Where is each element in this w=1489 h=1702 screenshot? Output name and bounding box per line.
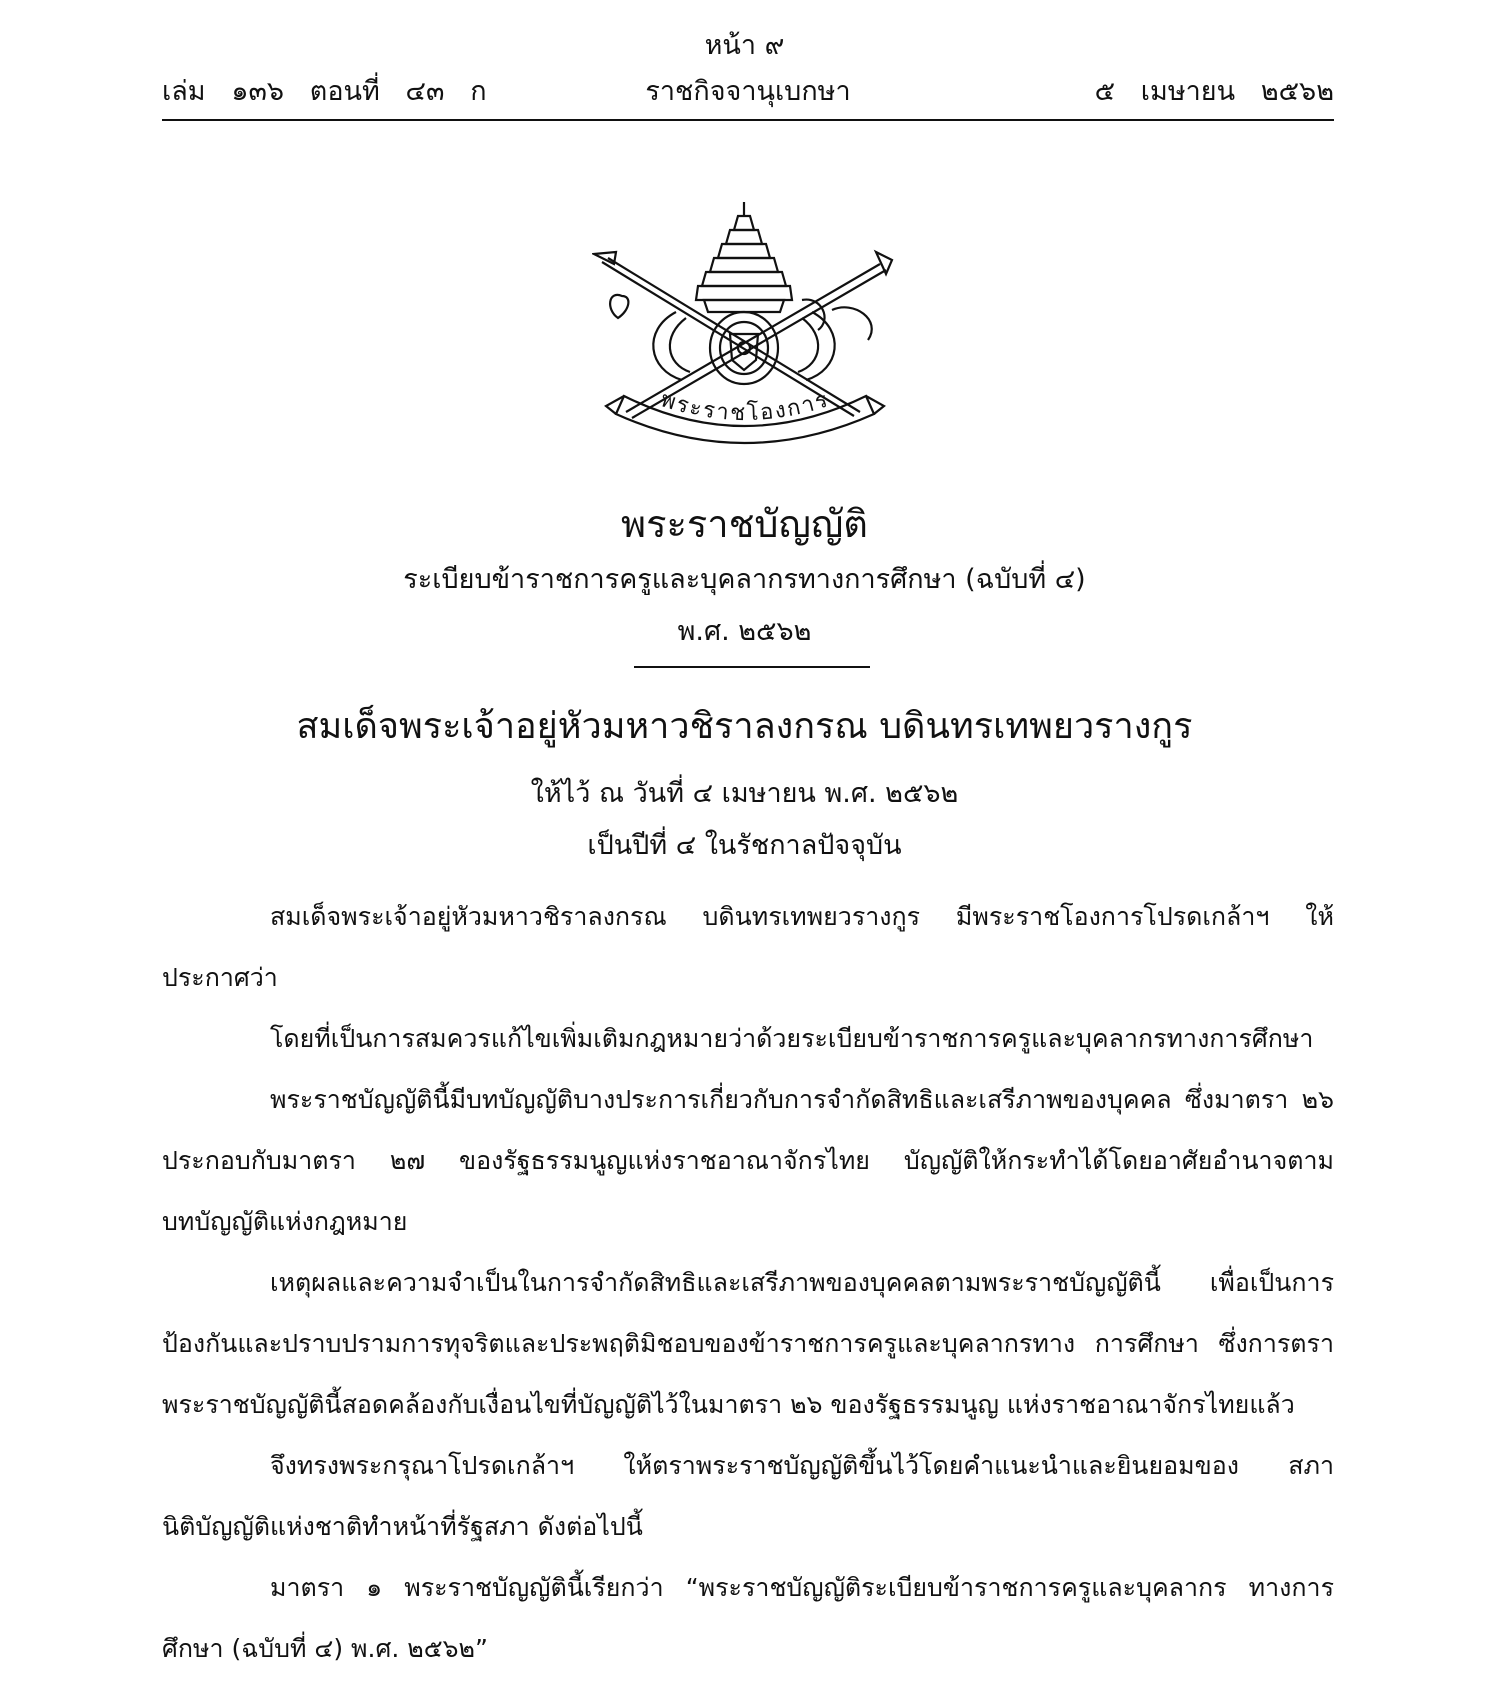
gazette-header xyxy=(162,72,1334,116)
act-subtitle: ระเบียบข้าราชการครูและบุคลากรทางการศึกษา (ฉบับที่ ๔) xyxy=(403,564,1086,595)
paragraph-rationale: โดยที่เป็นการสมควรแก้ไขเพิ่มเติมกฎหมายว่าด้วยระเบียบข้าราชการครูและบุคลากรทางการศึกษา xyxy=(270,1024,1314,1053)
paragraph-section-1: มาตรา ๑ พระราชบัญญัตินี้เรียกว่า “พระราชบัญญัติระเบียบข้าราชการครูและบุคลากร ทางการศึกษา (ฉบับที่ ๔) พ.ศ. ๒๕๖๒” xyxy=(162,1573,1334,1663)
volume-issue: เล่ม ๑๓๖ ตอนที่ ๔๓ ก xyxy=(162,76,487,107)
header-divider xyxy=(162,119,1334,121)
paragraph-rights-limitation: พระราชบัญญัตินี้มีบทบัญญัติบางประการเกี่ยวกับการจำกัดสิทธิและเสรีภาพของบุคคล ซึ่งมาตรา ๒๖ ประกอบกับมาตรา ๒๗ ของรัฐธรรมนูญแห่งราชอาณาจักรไทย บัญญัติให้กระทำได้โดยอาศัยอำนาจตามบทบัญญัติแห่งกฎหมาย xyxy=(162,1085,1334,1236)
paragraph-enactment: จึงทรงพระกรุณาโปรดเกล้าฯ ให้ตราพระราชบัญญัติขึ้นไว้โดยคำแนะนำและยินยอมของ สภานิติบัญญัติแห่งชาติทำหน้าที่รัฐสภา ดังต่อไปนี้ xyxy=(162,1451,1334,1541)
paragraph-necessity: เหตุผลและความจำเป็นในการจำกัดสิทธิและเสรีภาพของบุคคลตามพระราชบัญญัตินี้ เพื่อเป็นการป้องกันและปราบปรามการทุจริตและประพฤติมิชอบของข้าราชการครูและบุคลากรทาง การศึกษา ซึ่งการตราพระราชบัญญัตินี้สอดคล้องกับเงื่อนไขที่บัญญัติไว้ในมาตรา ๒๖ ของรัฐธรรมนูญ แห่งราชอาณาจักรไทยแล้ว xyxy=(162,1268,1334,1419)
act-body xyxy=(162,886,1334,1679)
king-name: สมเด็จพระเจ้าอยู่หัวมหาวชิราลงกรณ บดินทรเทพยวรางกูร xyxy=(296,706,1193,747)
act-year: พ.ศ. ๒๕๖๒ xyxy=(677,616,812,647)
paragraph-proclamation: สมเด็จพระเจ้าอยู่หัวมหาวชิราลงกรณ บดินทรเทพยวรางกูร มีพระราชโองการโปรดเกล้าฯ ให้ประกาศว่า xyxy=(162,902,1334,992)
page-number: หน้า ๙ xyxy=(704,30,785,61)
royal-seal-icon xyxy=(592,200,896,450)
publication-name: ราชกิจจานุเบกษา xyxy=(645,76,851,107)
svg-text:พระราชโองการ xyxy=(658,387,833,426)
publication-date: ๕ เมษายน ๒๕๖๒ xyxy=(1094,76,1334,107)
act-title: พระราชบัญญัติ xyxy=(621,502,868,546)
reign-year: เป็นปีที่ ๔ ในรัชกาลปัจจุบัน xyxy=(587,830,902,861)
title-divider xyxy=(634,666,870,668)
seal-banner-text: พระราชโองการ xyxy=(657,387,833,427)
given-date: ให้ไว้ ณ วันที่ ๔ เมษายน พ.ศ. ๒๕๖๒ xyxy=(530,778,959,809)
